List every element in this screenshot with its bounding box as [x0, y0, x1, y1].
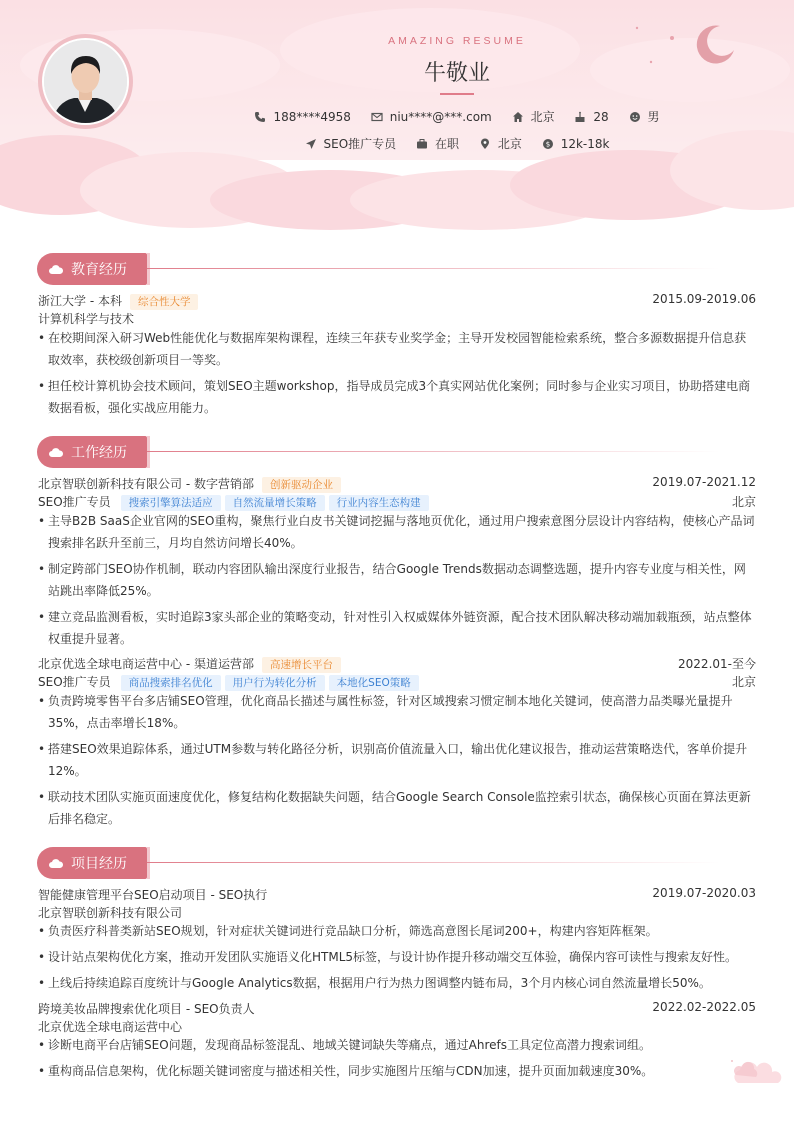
cake-icon [574, 111, 586, 123]
work-bullets [38, 690, 756, 834]
contact-email-text: niu****@***.com [389, 109, 492, 124]
list-item: • 负责跨境零售平台多店铺SEO管理，优化商品长描述与属性标签，针对区域搜索习惯定制本地化关键词，使高潜力品类曝光量提升35%，点击率增长18%。 [38, 690, 756, 734]
resume-header [0, 0, 794, 235]
project-date: 2022.02-2022.05 [652, 1000, 756, 1014]
section-title-work: 工作经历 [71, 445, 127, 461]
skill-badge: 本地化SEO策略 [329, 675, 419, 691]
contact-gender [629, 108, 660, 125]
contact-phone-text: 188****4958 [273, 109, 351, 124]
section-education [37, 253, 720, 285]
list-item: • 设计站点架构优化方案，推动开发团队实施语义化HTML5标签，与设计协作提升移动端交互体验，确保内容可读性与搜索友好性。 [38, 946, 756, 968]
job-position [305, 135, 397, 152]
work-company: 北京智联创新科技有限公司 - 数字营销部 [38, 477, 254, 491]
job-status [416, 135, 459, 152]
contact-home-text: 北京 [530, 110, 555, 124]
skill-badge: 商品搜索排名优化 [121, 675, 221, 691]
school-name: 浙江大学 - 本科 [38, 294, 122, 308]
project-entry-head [38, 1000, 756, 1018]
decorative-cloud-icon [728, 1055, 786, 1087]
salary-icon [542, 138, 554, 150]
list-item: • 联动技术团队实施页面速度优化，修复结构化数据缺失问题，结合Google Search Console监控索引状态，确保核心页面在算法更新后排名稳定。 [38, 786, 756, 830]
list-item: • 重构商品信息架构，优化标题关键词密度与描述相关性，同步实施图片压缩与CDN加速，提升页面加载速度30%。 [38, 1060, 756, 1082]
list-item: • 担任校计算机协会技术顾问，策划SEO主题workshop，指导成员完成3个真实网站优化案例；同时参与企业实习项目，协助搭建电商数据看板，强化实战应用能力。 [38, 375, 756, 419]
work-role: SEO推广专员 [38, 675, 111, 689]
job-city-text: 北京 [497, 137, 522, 151]
company-tag-badge: 高速增长平台 [262, 657, 341, 673]
work-city: 北京 [731, 495, 756, 509]
education-date: 2015.09-2019.06 [652, 292, 756, 306]
contact-age-text: 28 [593, 109, 609, 124]
section-tag [37, 847, 147, 879]
work-role-row [38, 493, 756, 511]
resume-subtitle: AMAZING RESUME [388, 35, 526, 47]
project-entry-head [38, 886, 756, 904]
list-item: • 在校期间深入研习Web性能优化与数据库架构课程，连续三年获专业奖学金；主导开发校园智能检索系统，整合多源数据提升信息获取效率，获校级创新项目一等奖。 [38, 327, 756, 371]
home-icon [512, 111, 524, 123]
skill-badge: 行业内容生态构建 [329, 495, 429, 511]
project-bullets [38, 1034, 756, 1086]
list-item: • 制定跨部门SEO协作机制，联动内容团队输出深度行业报告，结合Google Trends数据动态调整选题，提升内容专业度与相关性，网站跳出率降低25%。 [38, 558, 756, 602]
project-company: 北京智联创新科技有限公司 [38, 906, 183, 920]
job-status-text: 在职 [435, 137, 460, 151]
job-salary-text: 12k-18k [560, 136, 610, 151]
education-entry-head [38, 292, 756, 310]
list-item: • 负责医疗科普类新站SEO规划，针对症状关键词进行竞品缺口分析，筛选高意图长尾词200+，构建内容矩阵框架。 [38, 920, 756, 942]
cloud-icon [49, 858, 63, 868]
work-bullets [38, 510, 756, 654]
list-item: • 主导B2B SaaS企业官网的SEO重构，聚焦行业白皮书关键词挖掘与落地页优化，通过用户搜索意图分层设计内容结构，使核心产品词搜索排名跃升至前三，月均自然访问增长40%。 [38, 510, 756, 554]
contact-age [574, 110, 608, 124]
work-city: 北京 [731, 675, 756, 689]
name-underline [440, 93, 474, 95]
send-icon [305, 138, 317, 150]
work-entry-head [38, 475, 756, 493]
section-tag [37, 436, 147, 468]
section-divider [147, 862, 720, 863]
skill-badge: 用户行为转化分析 [225, 675, 325, 691]
school-tag-badge: 综合性大学 [130, 294, 199, 310]
contact-email [371, 110, 492, 124]
skill-badge: 自然流量增长策略 [225, 495, 325, 511]
contact-gender-text: 男 [647, 110, 660, 124]
phone-icon [254, 111, 266, 123]
work-role: SEO推广专员 [38, 495, 111, 509]
job-salary [542, 137, 610, 151]
list-item: • 上线后持续追踪百度统计与Google Analytics数据，根据用户行为热力图调整内链布局，3个月内核心词自然流量增长50%。 [38, 972, 756, 994]
list-item: • 诊断电商平台店铺SEO问题，发现商品标签混乱、地域关键词缺失等痛点，通过Ahrefs工具定位高潜力搜索词组。 [38, 1034, 756, 1056]
svg-text:$: $ [545, 140, 550, 148]
project-company: 北京优选全球电商运营中心 [38, 1020, 183, 1034]
contact-home [512, 108, 555, 125]
section-title-projects: 项目经历 [71, 856, 127, 872]
company-tag-badge: 创新驱动企业 [262, 477, 341, 493]
education-major: 计算机科学与技术 [38, 312, 135, 326]
contact-info-row [0, 108, 794, 126]
job-intent-row [0, 135, 794, 153]
work-company: 北京优选全球电商运营中心 - 渠道运营部 [38, 657, 254, 671]
section-tag [37, 253, 147, 285]
job-position-text: SEO推广专员 [323, 137, 397, 151]
list-item: • 建立竞品监测看板，实时追踪3家头部企业的策略变动，针对性引入权威媒体外链资源，配合技术团队解决移动端加载瓶颈，站点整体权重提升显著。 [38, 606, 756, 650]
mail-icon [371, 111, 383, 123]
section-work [37, 436, 720, 468]
project-bullets [38, 920, 756, 998]
candidate-name: 牛敬业 [423, 61, 490, 86]
work-date: 2022.01-至今 [678, 657, 756, 671]
section-divider [147, 268, 720, 269]
education-major-row [38, 310, 756, 328]
work-date: 2019.07-2021.12 [652, 475, 756, 489]
project-date: 2019.07-2020.03 [652, 886, 756, 900]
cloud-icon [49, 447, 63, 457]
face-icon [629, 111, 641, 123]
work-role-row [38, 673, 756, 691]
briefcase-icon [416, 138, 428, 150]
education-bullets [38, 327, 756, 423]
contact-phone [254, 110, 350, 124]
section-projects [37, 847, 720, 879]
list-item: • 搭建SEO效果追踪体系，通过UTM参数与转化路径分析，识别高价值流量入口，输出优化建议报告，推动运营策略迭代，客单价提升12%。 [38, 738, 756, 782]
work-entry-head [38, 655, 756, 673]
project-title: 跨境美妆品牌搜索优化项目 - SEO负责人 [38, 1002, 255, 1016]
section-title-education: 教育经历 [71, 262, 127, 278]
section-divider [147, 451, 720, 452]
cloud-icon [49, 264, 63, 274]
job-city [479, 135, 522, 152]
project-title: 智能健康管理平台SEO启动项目 - SEO执行 [38, 888, 268, 902]
location-pin-icon [479, 138, 491, 150]
skill-badge: 搜索引擎算法适应 [121, 495, 221, 511]
